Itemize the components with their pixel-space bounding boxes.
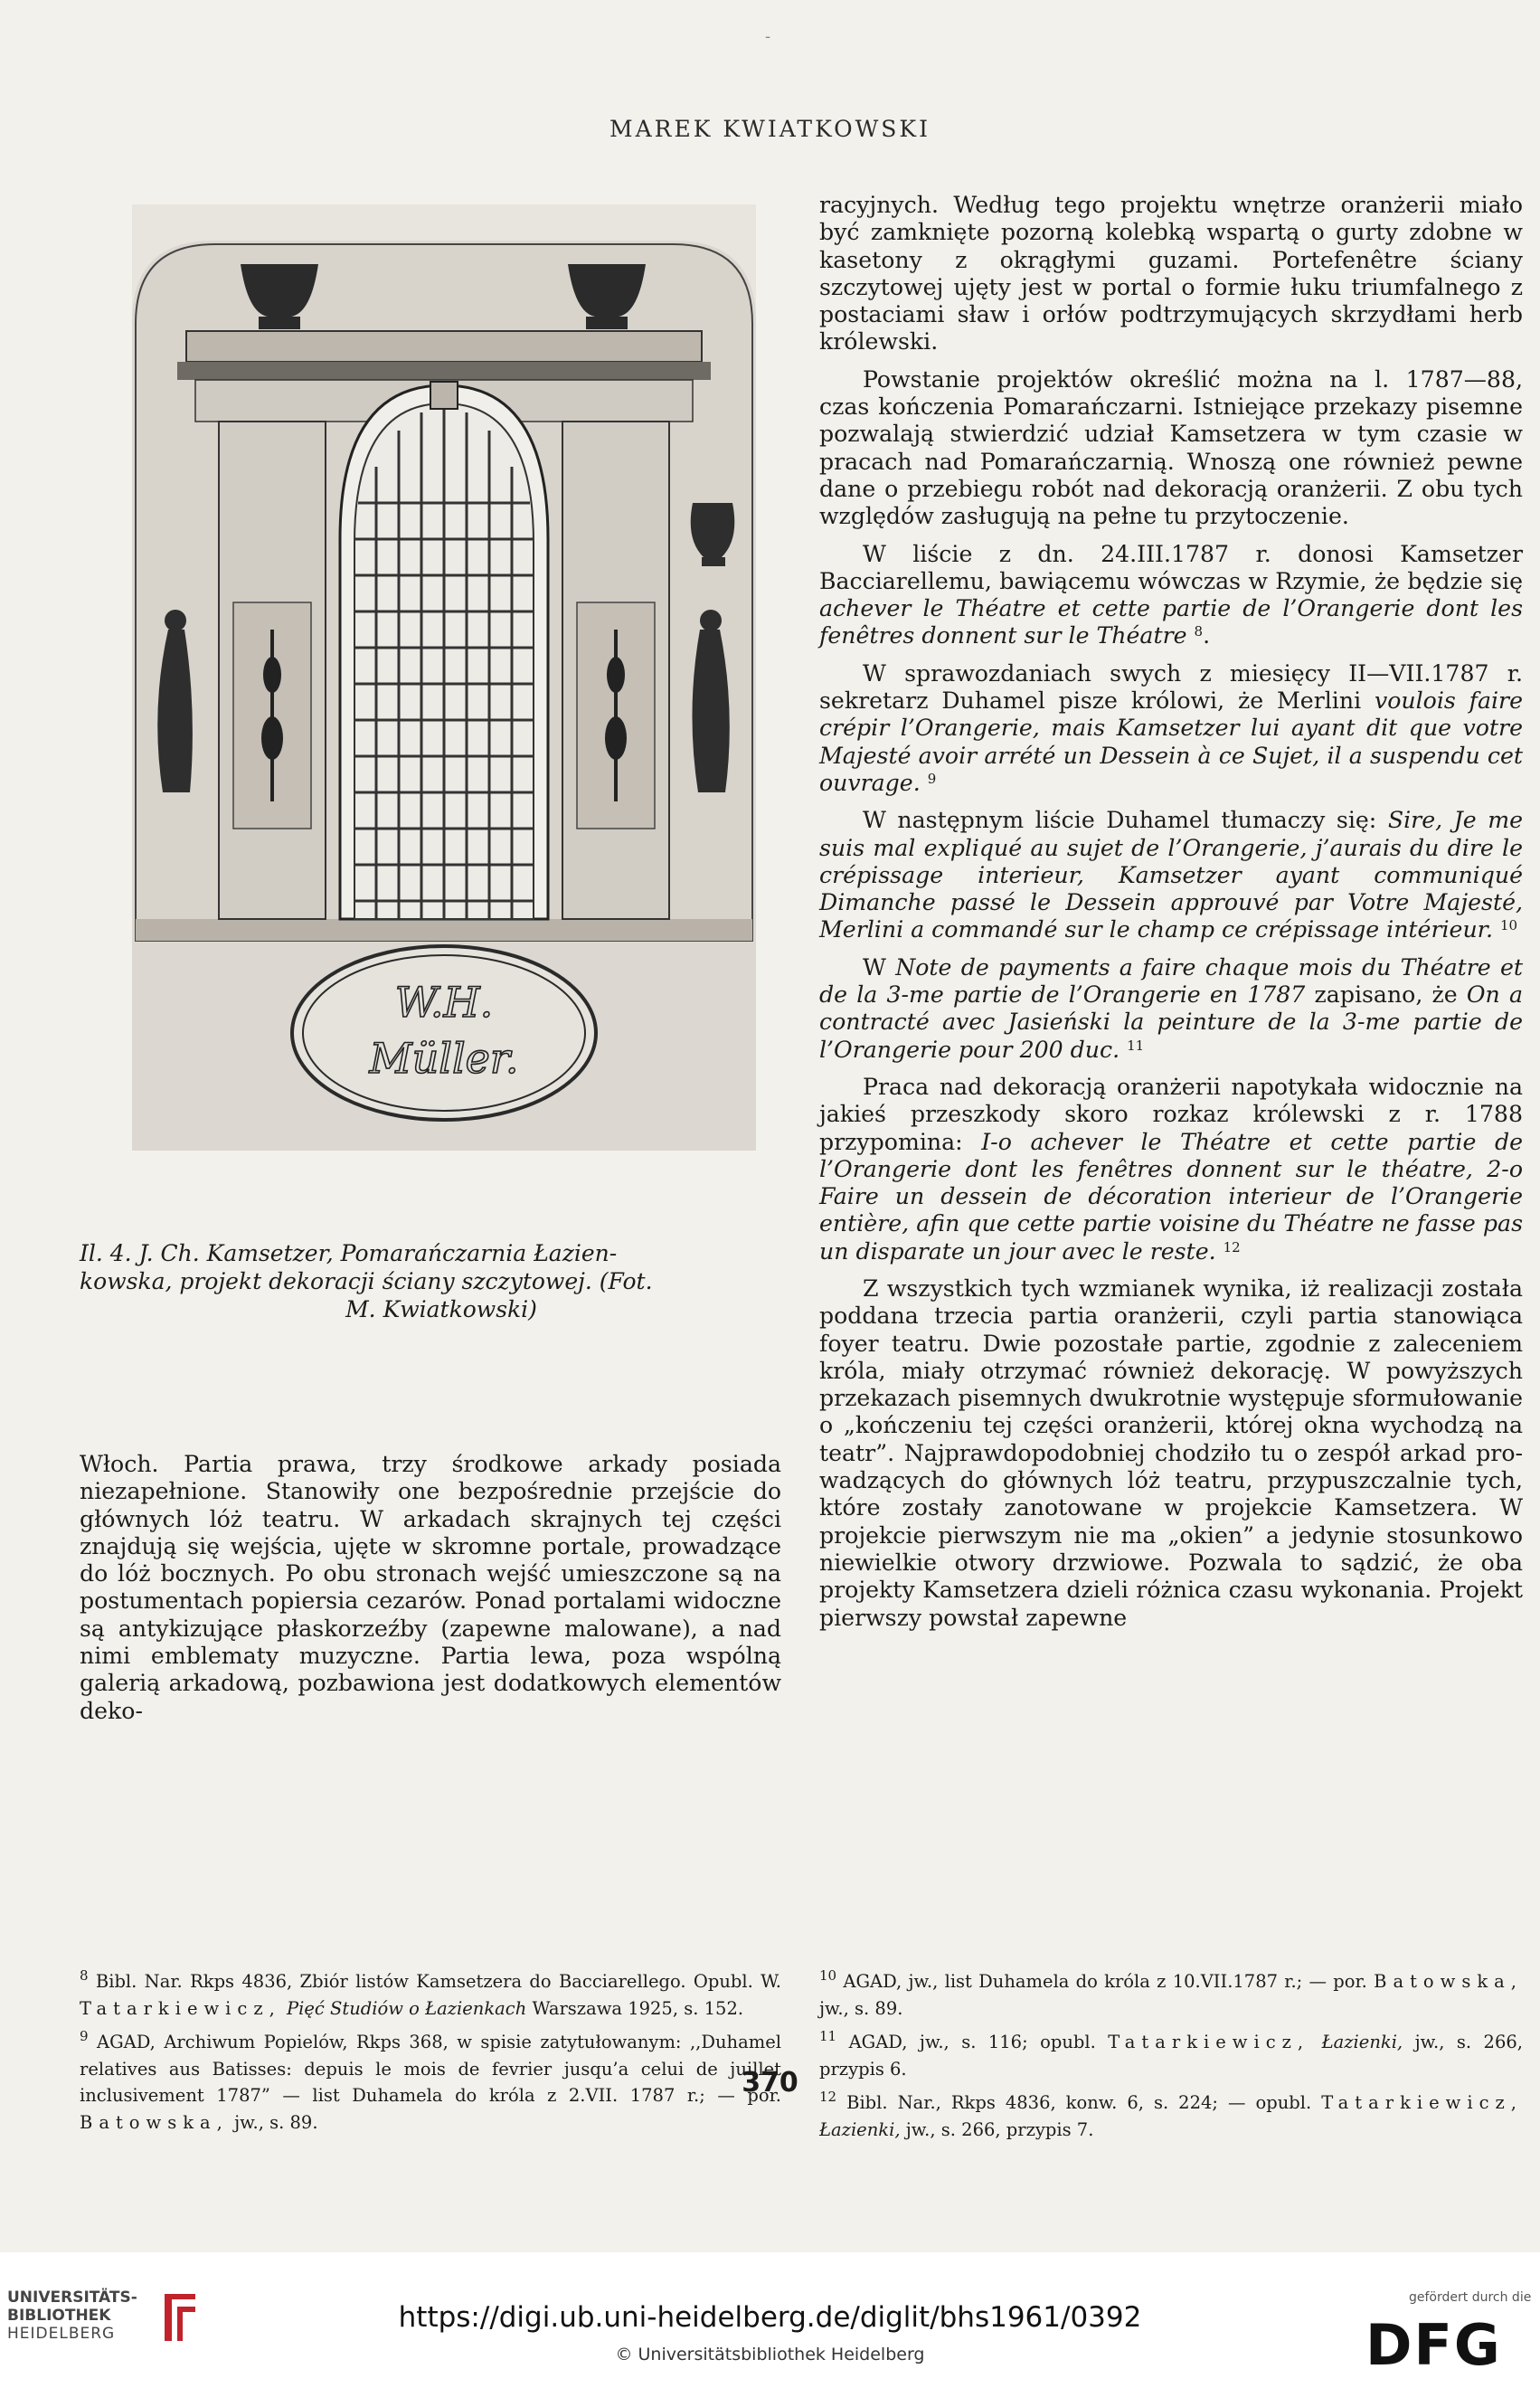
figure-illustration	[132, 204, 756, 1151]
quote-french: achever le Théatre et cette partie de l’Orangerie dont les fenêtres donnent sur le Théatre	[819, 595, 1523, 649]
paragraph	[819, 660, 1523, 797]
book-title: Pięć Studiów o Łazienkach	[287, 1997, 527, 2019]
paragraph	[819, 1074, 1523, 1265]
caption-line: Il. 4. J. Ch. Kamsetzer, Pomarańczarnia Łazien-	[80, 1240, 618, 1266]
footnote-ref: 11	[1127, 1037, 1145, 1054]
page-number: 370	[742, 2067, 798, 2099]
footnote-number: 11	[819, 2028, 837, 2044]
page-mark: -	[765, 27, 771, 46]
text-run: Warszawa 1925, s. 152.	[532, 1997, 744, 2019]
paragraph	[819, 954, 1523, 1064]
text-run: Bibl. Nar. Rkps 4836, Zbiór listów Kamsetzera do Bacciarellego. Opubl. W.	[95, 1971, 781, 1992]
text-run: zapisano, że	[1314, 981, 1458, 1009]
text-run: jw., s. 89.	[234, 2111, 318, 2133]
paragraph: W liście z dn. 24.III.1787 r. donosi Kamsetzer Bacciarellemu, bawiącemu wówczas w Rzymie, że będzie się achever le Théatre et cette partie de l’Orangerie dont les fenêtres donnent sur le Théatre $^8$.	[819, 540, 1523, 649]
paragraph: Powstanie projektów określić można na l. 1787—88, czas kończenia Pomarańczarni. Istniejące przekazy pisemne pozwalają stwierdzić udział Kamsetzera w tym czasie w pracach nad Pomarańczarnią. Wnoszą one również pewne dane o przebiegu robót nad dekoracją oranżerii. Z obu tych względów zasługują na pełne tu przytoczenie.	[819, 365, 1523, 530]
text-run: W	[863, 953, 886, 981]
caption-line: kowska, projekt dekoracji ściany szczytowej. (Fot.	[80, 1268, 653, 1294]
author-name: Batowska,	[1374, 1971, 1523, 1992]
text-run: W sprawozdaniach swych z miesięcy II—VII.1787 r. sekretarz Duhamel pisze królowi, że Merlini	[819, 659, 1523, 715]
caption-line: M. Kwiatkowski)	[345, 1296, 537, 1322]
text-run: AGAD, Archiwum Popielów, Rkps 368, w spisie zatytułowanym: ,,Duhamel relatives aus Batisses: depuis le mois de fevrier jusqu’a celui de juillet inclusivement 1787” — list Duhamela do króla z 2.VII. 1787 r.; — por.	[80, 2032, 781, 2106]
library-name-line: BIBLIOTHEK	[7, 2307, 111, 2325]
footnote	[80, 1968, 781, 2022]
quote-french: I-o achever le Théatre et cette partie de l’Orangerie dont les fenêtres donnent sur le théatre, 2-o Faire un dessein de décoration interieur de l’Orangerie entière, afin que cette partie voisine du Théatre ne fasse pas un disparate un jour avec le reste.	[819, 1128, 1523, 1265]
text-run: jw., s. 266, przypis 7.	[905, 2118, 1094, 2140]
footnote-ref: 12	[1223, 1238, 1241, 1256]
text-run: Praca nad dekoracją oranżerii napotykała widocznie na jakieś przeszkody skoro rozkaz królewski z r. 1788 przypomina:	[819, 1073, 1523, 1155]
paragraph	[819, 807, 1523, 943]
text-run: jw., s. 266, przypis 6.	[819, 2032, 1523, 2080]
footnote-number: 8	[80, 1967, 89, 1984]
quote-french: Note de payments a faire chaque mois du Théatre et de la 3-me partie de l’Orangerie en 1787	[819, 953, 1523, 1009]
paragraph: Z wszystkich tych wzmianek wynika, iż realizacji została poddana trzecia partia oranżerii, czyli partia stanowiąca foyer teatru. Dwie pozostałe partie, zgodnie z zaleceniem króla, miały otrzymać również dekorację. W powyższych przekazach pisemnych dwukrotnie występuje sformułowanie o „kończeniu tej części oranżerii, której okna wychodzą na teatr”. Najprawdopodobniej chodziło tu o zespół arkad prowadzących do głównych lóż teatru, przypuszczalnie tych, które zostały zanotowane w projekcie Kamsetzera. W projekcie pierwszym nie ma „okien” a jedynie stosunkowo niewielkie otwory drzwiowe. Pozwala to sądzić, że oba projekty Kamsetzera dzieli różnica czasu wykonania. Projekt pierwszy powstał zapewne	[819, 1275, 1523, 1631]
footnote-number: 9	[80, 2028, 89, 2044]
left-column-text	[80, 1451, 781, 1725]
stamp-text-1: W.H.	[394, 978, 494, 1027]
footnote-number: 10	[819, 1967, 837, 1984]
quote-french: voulois faire crépir l’Orangerie, mais Kamsetzer lui ayant dit que votre Majesté avoir arrété un Dessein à ce Sujet, il a suspendu cet ouvrage.	[819, 687, 1523, 796]
library-name-line: HEIDELBERG	[7, 2325, 116, 2343]
text-run: jw., s. 89.	[819, 1997, 903, 2019]
text-run: AGAD, jw., list Duhamela do króla z 10.VII.1787 r.; — por.	[843, 1971, 1367, 1992]
footnote-ref: 9	[927, 770, 937, 787]
text-run: AGAD, jw., s. 116; opubl.	[848, 2032, 1096, 2052]
right-column-text	[819, 192, 1523, 1632]
quote-french: On a contracté avec Jasieński la peinture de la 3-me partie de l’Orangerie pour 200 duc.	[819, 981, 1523, 1063]
author-name: Tatarkiewicz,	[1321, 2092, 1524, 2113]
permalink-url[interactable]: https://digi.ub.uni-heidelberg.de/diglit/bhs1961/0392	[398, 2301, 1142, 2334]
book-title: Łazienki,	[819, 2118, 901, 2140]
figure-caption	[80, 1239, 803, 1323]
copyright-notice: © Universitätsbibliothek Heidelberg	[615, 2345, 925, 2364]
author-name: Tatarkiewicz,	[1108, 2032, 1310, 2052]
dfg-logo[interactable]: DFG	[1365, 2312, 1502, 2378]
quote-french: Sire, Je me suis mal expliqué au sujet de l’Orangerie, j’aurais du dire le crépissage interieur, Kamsetzer ayant communiqué Dimanche passé le Dessein approuvé par Votre Majesté, Merlini a commandé sur le champ ce crépissage intérieur.	[819, 807, 1523, 943]
footnote-ref: 10	[1499, 917, 1518, 934]
footnotes-left	[80, 1968, 781, 2136]
paragraph: Włoch. Partia prawa, trzy środkowe arkady posiada niezapełnione. Stanowiły one bezpośrednie przejście do głównych lóż teatru. W arkadach skrajnych tej części znajdują się wejścia, ujęte w skromne portale, prowadzące do lóż bocznych. Po obu stronach wejść umieszczone są na postumentach popiersia cezarów. Ponad portalami widoczne są antykizujące płaskorzeźby (zapewne malowane), a nad nimi emblematy muzyczne. Partia lewa, poza wspólną galerią arkadową, pozbawiona jest dodatkowych elementów deko-	[80, 1451, 781, 1724]
text-run: W liście z dn. 24.III.1787 r. donosi Kamsetzer Bacciarellemu, bawiącemu wówczas w Rzymie, że będzie się	[819, 540, 1523, 594]
running-header: MAREK KWIATKOWSKI	[609, 116, 931, 142]
paragraph: racyjnych. Według tego projektu wnętrze oranżerii miało być zamknięte pozorną kolebką wspartą o gurty zdobne w kasetony z okrągłymi guzami. Portefenêtre ściany szczytowej ujęty jest w portal o formie łuku triumfalnego z postaciami sław i orłów podtrzymujących skrzydłami herb królewski.	[819, 192, 1523, 355]
footnote	[819, 1968, 1523, 2022]
funding-note: gefördert durch die	[1409, 2290, 1532, 2305]
author-name: Batowska,	[80, 2111, 229, 2133]
text-run: W następnym liście Duhamel tłumaczy się:	[863, 807, 1377, 834]
footnote-ref: 8	[1194, 623, 1204, 640]
book-title: Łazienki,	[1321, 2032, 1403, 2052]
wall-design-drawing	[132, 204, 756, 1151]
text-run: Bibl. Nar., Rkps 4836, konw. 6, s. 224; — opubl.	[846, 2092, 1312, 2113]
footnote-number: 12	[819, 2089, 837, 2105]
author-name: Tatarkiewicz,	[80, 1997, 281, 2019]
stamp-text-2: Müller.	[369, 1034, 519, 1083]
footnotes-right	[819, 1968, 1523, 2143]
library-name-line: UNIVERSITÄTS-	[7, 2288, 137, 2307]
